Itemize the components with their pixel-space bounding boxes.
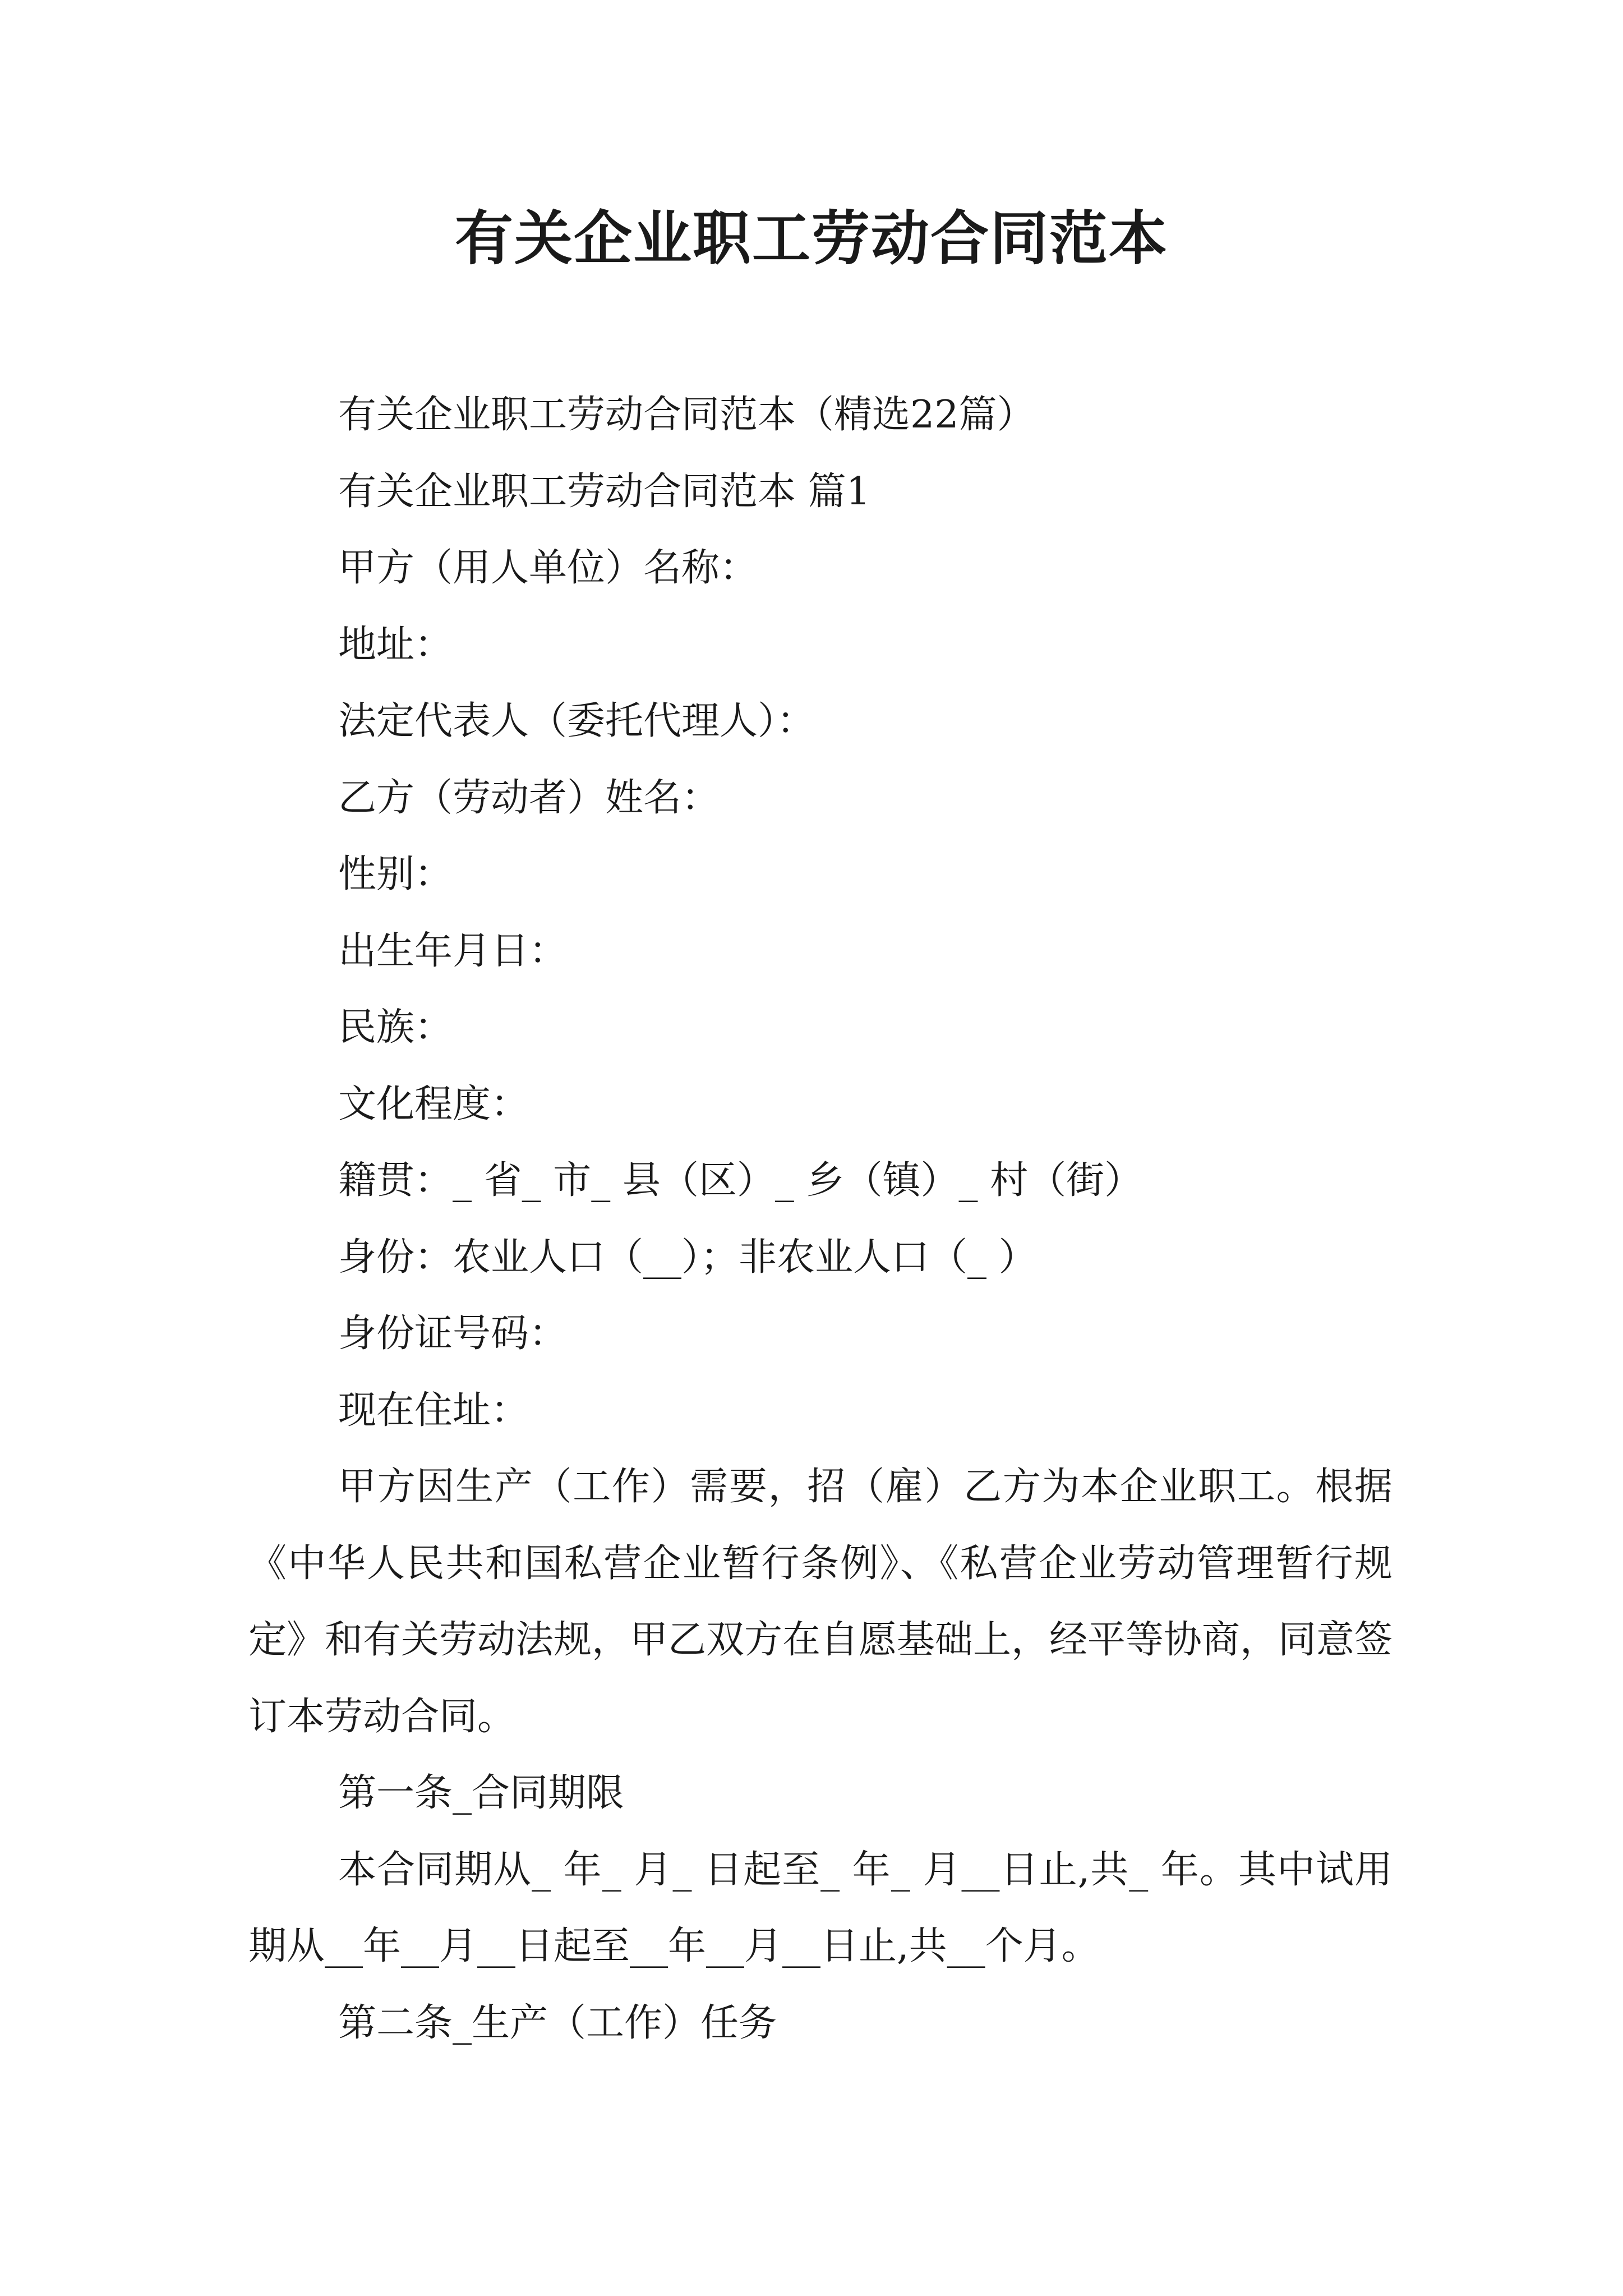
paragraph-article-1-heading: 第一条_合同期限 (338, 1771, 625, 1815)
paragraph-ethnicity: 民族： (338, 1005, 453, 1050)
paragraph-identity: 身份：农业人口（__）；非农业人口（_ ） (338, 1235, 1037, 1280)
paragraph-section-heading: 有关企业职工劳动合同范本 篇1 (338, 469, 870, 514)
document-body (248, 377, 1393, 2062)
paragraph-legal-representative: 法定代表人（委托代理人）： (338, 699, 815, 743)
paragraph-article-2-heading: 第二条_生产（工作）任务 (338, 2000, 777, 2045)
paragraph-education: 文化程度： (338, 1082, 529, 1126)
paragraph-birth-date: 出生年月日： (338, 928, 568, 973)
paragraph-id-number: 身份证号码： (338, 1312, 568, 1356)
document-title: 有关企业职工劳动合同范本 (454, 204, 1168, 273)
paragraph-employer-name: 甲方（用人单位）名称： (338, 546, 758, 590)
paragraph-article-1-body: 本合同期从_ 年_ 月_ 日起至_ 年_ 月__日止,共_ 年。其中试用期从__年__月__日起至__年__月__日止,共__个月。 (248, 1847, 1393, 1968)
paragraph-gender: 性别： (338, 852, 453, 896)
paragraph-collection-heading: 有关企业职工劳动合同范本（精选22篇） (338, 393, 1035, 437)
paragraph-preamble: 甲方因生产（工作）需要，招（雇）乙方为本企业职工。根据《中华人民共和国私营企业暂行条例》、《私营企业劳动管理暂行规定》和有关劳动法规，甲乙双方在自愿基础上，经平等协商，同意签订本劳动合同。 (248, 1465, 1393, 1739)
paragraph-employee-name: 乙方（劳动者）姓名： (338, 775, 720, 820)
paragraph-address: 地址： (338, 622, 453, 667)
paragraph-native-place: 籍贯：_ 省_ 市_ 县（区）_ 乡（镇）_ 村（街） (338, 1158, 1143, 1203)
paragraph-current-address: 现在住址： (338, 1388, 529, 1433)
